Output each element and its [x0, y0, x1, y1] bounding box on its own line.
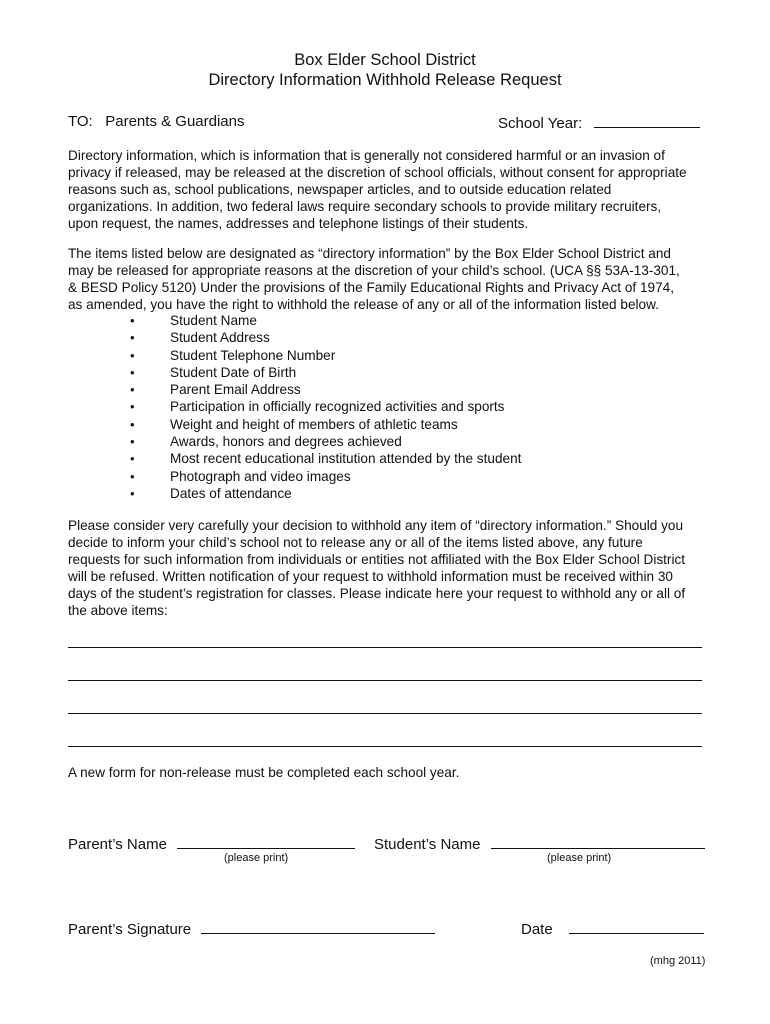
text-line: organizations. In addition, two federal laws require secondary schools to provide military recruiters, — [68, 198, 662, 214]
text-line: upon request, the names, addresses and telephone listings of their students. — [68, 215, 529, 231]
to-line — [68, 113, 245, 131]
list-item: • Weight and height of members of athletic teams — [68, 416, 521, 433]
list-item: • Dates of attendance — [68, 485, 521, 502]
text-line: Please consider very carefully your decision to withhold any item of “directory information.” Should you — [68, 518, 684, 533]
text-line: privacy if released, may be released at the discretion of school officials, without consent for appropriate — [68, 164, 687, 180]
to-label: TO: — [68, 113, 93, 130]
text-line: as amended, you have the right to withhold the release of any or all of the information listed below. — [68, 296, 659, 312]
list-item: • Student Name — [68, 312, 521, 329]
text-line: requests for such information from individuals or entities not affiliated with the Box Elder School District — [68, 551, 686, 567]
withhold-paragraph — [68, 518, 708, 619]
parent-signature-input[interactable] — [201, 919, 435, 934]
text-line: days of the student’s registration for classes. Please indicate here your request to withhold any or all of — [68, 585, 686, 601]
list-item: • Student Date of Birth — [68, 364, 521, 381]
parent-name-hint: (please print) — [224, 852, 289, 864]
notice-text: A new form for non-release must be completed each school year. — [68, 765, 460, 780]
text-line: The items listed below are designated as “directory information” by the Box Elder School District and — [68, 246, 671, 261]
list-item: • Photograph and video images — [68, 468, 521, 485]
text-line: & BESD Policy 5120) Under the provisions of the Family Educational Rights and Privacy Act of 1974, — [68, 279, 674, 295]
list-item: • Participation in officially recognized activities and sports — [68, 398, 521, 415]
directory-items-list — [68, 312, 521, 502]
list-item: • Awards, honors and degrees achieved — [68, 433, 521, 450]
district-title: Box Elder School District — [294, 51, 476, 69]
date-field — [521, 919, 704, 939]
intro-paragraph — [68, 148, 708, 233]
parent-name-input[interactable] — [177, 834, 355, 849]
list-item: • Student Telephone Number — [68, 347, 521, 364]
student-name-input[interactable] — [491, 834, 705, 849]
text-line: may be released for appropriate reasons at the discretion of your child’s school. (UCA §§ 53A-13-301, — [68, 262, 680, 278]
directory-info-paragraph — [68, 246, 708, 314]
text-line: decide to inform your child’s school not to release any or all of the items listed above, any future — [68, 534, 643, 550]
parent-signature-field — [68, 919, 435, 939]
school-year-input[interactable] — [594, 113, 700, 128]
text-line: reasons such as, school publications, newspaper articles, and to outside education related — [68, 181, 612, 197]
list-item: • Student Address — [68, 329, 521, 346]
text-line: will be refused. Written notification of your request to withhold information must be received within 30 — [68, 568, 673, 584]
school-year-label: School Year: — [498, 115, 583, 132]
student-name-hint: (please print) — [547, 852, 612, 864]
student-name-label: Student’s Name — [374, 836, 481, 853]
date-label: Date — [521, 921, 553, 938]
form-code: (mhg 2011) — [650, 955, 706, 967]
list-item: • Most recent educational institution attended by the student — [68, 450, 521, 467]
form-title: Directory Information Withhold Release Request — [208, 71, 562, 89]
withhold-request-line[interactable] — [68, 680, 702, 681]
school-year-field — [498, 113, 700, 133]
to-value: Parents & Guardians — [105, 113, 245, 130]
text-line: Directory information, which is information that is generally not considered harmful or an invasion of — [68, 148, 665, 163]
parent-signature-label: Parent’s Signature — [68, 921, 192, 938]
withhold-request-line[interactable] — [68, 746, 702, 747]
annual-notice — [68, 765, 708, 782]
withhold-request-line[interactable] — [68, 647, 702, 648]
list-item: • Parent Email Address — [68, 381, 521, 398]
date-input[interactable] — [569, 919, 704, 934]
parent-name-field — [68, 834, 355, 854]
parent-name-label: Parent’s Name — [68, 836, 167, 853]
student-name-field — [374, 834, 705, 854]
text-line: the above items: — [68, 602, 168, 618]
withhold-request-line[interactable] — [68, 713, 702, 714]
